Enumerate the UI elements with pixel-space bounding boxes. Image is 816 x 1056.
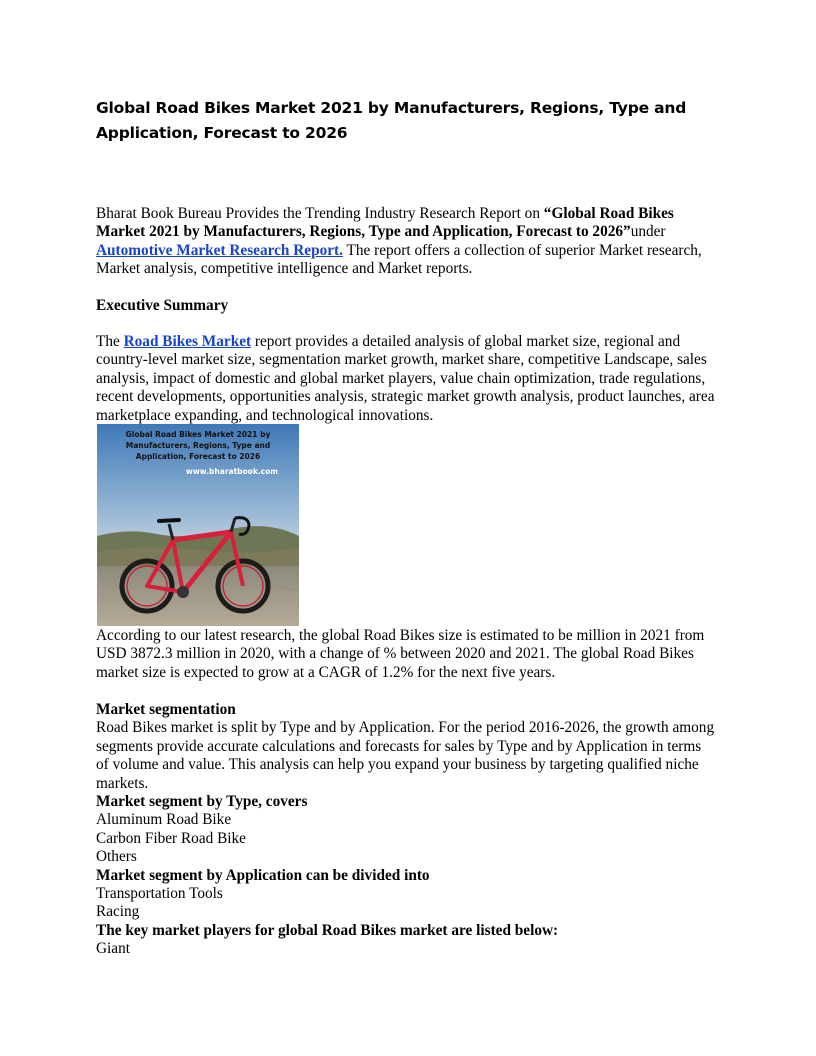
intro-suffix: The report offers a collection of superior Market research, Market analysis, competitive intelligence and Market reports. bbox=[96, 241, 702, 278]
cover-title-line-3: Application, Forecast to 2026 bbox=[135, 452, 261, 461]
segmentation-text: Road Bikes market is split by Type and by Application. For the period 2016-2026, the growth among segments provide accurate calculations and forecasts for sales by Type and by Application in terms of volume and value. This analysis can help you expand your business by targeting qualified niche markets. bbox=[96, 719, 715, 792]
list-item: Racing bbox=[96, 903, 140, 921]
document-title: Global Road Bikes Market 2021 by Manufacturers, Regions, Type and Application, Forecast to 2026 bbox=[96, 99, 687, 142]
list-item: Giant bbox=[96, 940, 130, 958]
cover-title-line-2: Manufacturers, Regions, Type and bbox=[125, 441, 271, 450]
list-item: Transportation Tools bbox=[96, 885, 223, 903]
automotive-report-link[interactable]: Automotive Market Research Report. bbox=[96, 241, 343, 259]
executive-summary-heading: Executive Summary bbox=[96, 297, 229, 314]
intro-prefix: Bharat Book Bureau Provides the Trending Industry Research Report on bbox=[96, 205, 544, 222]
exec-the: The bbox=[96, 333, 124, 350]
road-bikes-market-link[interactable]: Road Bikes Market bbox=[123, 333, 252, 350]
report-cover-image bbox=[97, 424, 299, 626]
application-heading: Market segment by Application can be divided into bbox=[96, 866, 430, 884]
cover-title-line-1: Global Road Bikes Market 2021 by bbox=[125, 430, 271, 439]
cover-website: www.bharatbook.com bbox=[185, 467, 279, 476]
intro-paragraph bbox=[96, 205, 716, 279]
players-heading: The key market players for global Road Bikes market are listed below: bbox=[96, 921, 559, 939]
research-paragraph: According to our latest research, the global Road Bikes size is estimated to be million in 2021 from USD 3872.3 million in 2020, with a change of % between 2020 and 2021. The global Road Bikes market size is expected to grow at a CAGR of 1.2% for the next five years. bbox=[96, 627, 705, 681]
exec-text: report provides a detailed analysis of global market size, regional and country-level market size, segmentation market growth, market share, competitive Landscape, sales analysis, impact of domestic and global market players, value chain optimization, trade regulations, recent developments, opportunities analysis, strategic market growth analysis, product launches, area marketplace expanding, and technological innovations. bbox=[96, 333, 715, 424]
intro-under: under bbox=[630, 223, 666, 241]
list-item: Carbon Fiber Road Bike bbox=[96, 829, 246, 847]
executive-summary-paragraph bbox=[96, 333, 716, 425]
market-segmentation-section bbox=[96, 701, 716, 959]
segmentation-heading: Market segmentation bbox=[96, 701, 236, 718]
intro-report-name: “Global Road Bikes Market 2021 by Manufacturers, Regions, Type and Application, Forecast to 2026” bbox=[96, 205, 674, 241]
list-item: Others bbox=[96, 848, 137, 866]
type-heading: Market segment by Type, covers bbox=[96, 793, 308, 811]
list-item: Aluminum Road Bike bbox=[96, 811, 232, 829]
